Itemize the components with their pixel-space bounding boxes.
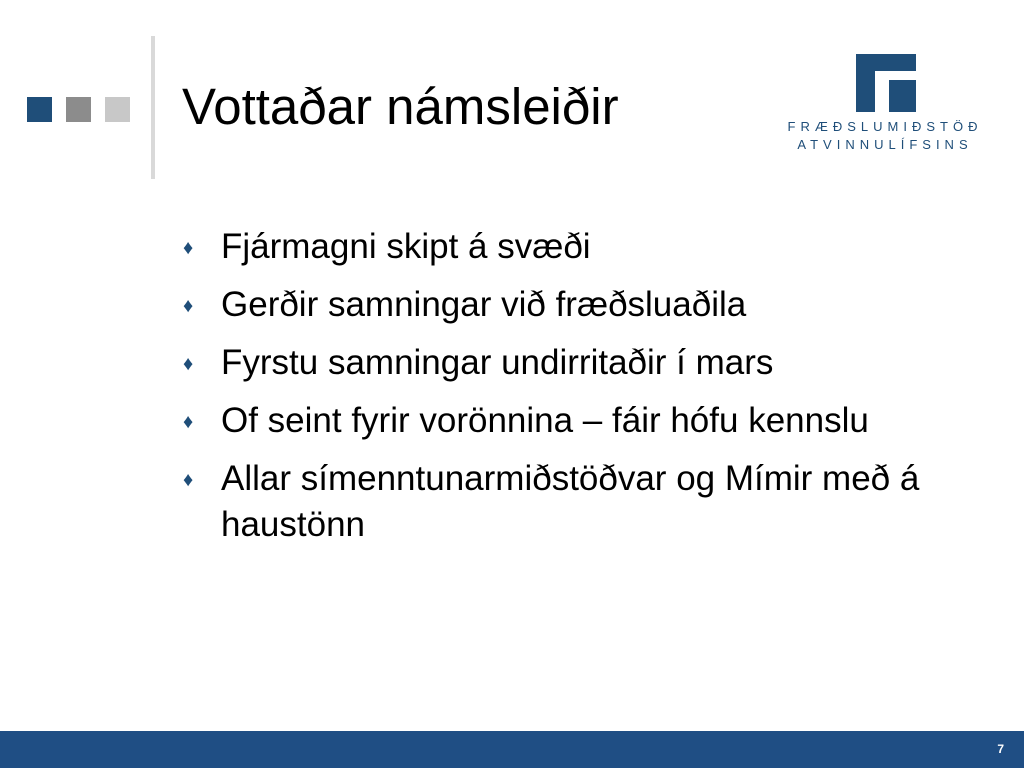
bullet-text: Fyrstu samningar undirritaðir í mars	[221, 343, 774, 382]
decorative-squares	[27, 97, 130, 122]
logo-text-line1: FRÆÐSLUMIÐSTÖÐ	[787, 119, 983, 134]
square-blue-icon	[27, 97, 52, 122]
bullet-text: Fjármagni skipt á svæði	[221, 227, 591, 266]
flag-logo-icon	[856, 54, 916, 112]
bullet-item	[182, 456, 972, 548]
bullet-text: Of seint fyrir vorönnina – fáir hófu kennslu	[221, 401, 869, 440]
diamond-bullet-icon: ♦	[183, 353, 194, 375]
bullet-text: Allar símenntunarmiðstöðvar og Mímir með á haustönn	[221, 459, 920, 544]
title-divider	[151, 36, 155, 179]
square-light-grey-icon	[105, 97, 130, 122]
page-number: 7	[997, 742, 1004, 756]
bullet-text: Gerðir samningar við fræðsluaðila	[221, 285, 747, 324]
logo-text-line2: ATVINNULÍFSINS	[797, 137, 973, 152]
footer-bar	[0, 731, 1024, 768]
slide-title: Vottaðar námsleiðir	[182, 78, 619, 135]
diamond-bullet-icon: ♦	[183, 469, 194, 491]
diamond-bullet-icon: ♦	[183, 411, 194, 433]
bullet-item	[182, 282, 972, 330]
square-grey-icon	[66, 97, 91, 122]
diamond-bullet-icon: ♦	[183, 237, 194, 259]
bullet-item	[182, 224, 972, 272]
bullet-item	[182, 340, 972, 388]
bullet-list	[182, 224, 972, 558]
bullet-item	[182, 398, 972, 446]
diamond-bullet-icon: ♦	[183, 295, 194, 317]
